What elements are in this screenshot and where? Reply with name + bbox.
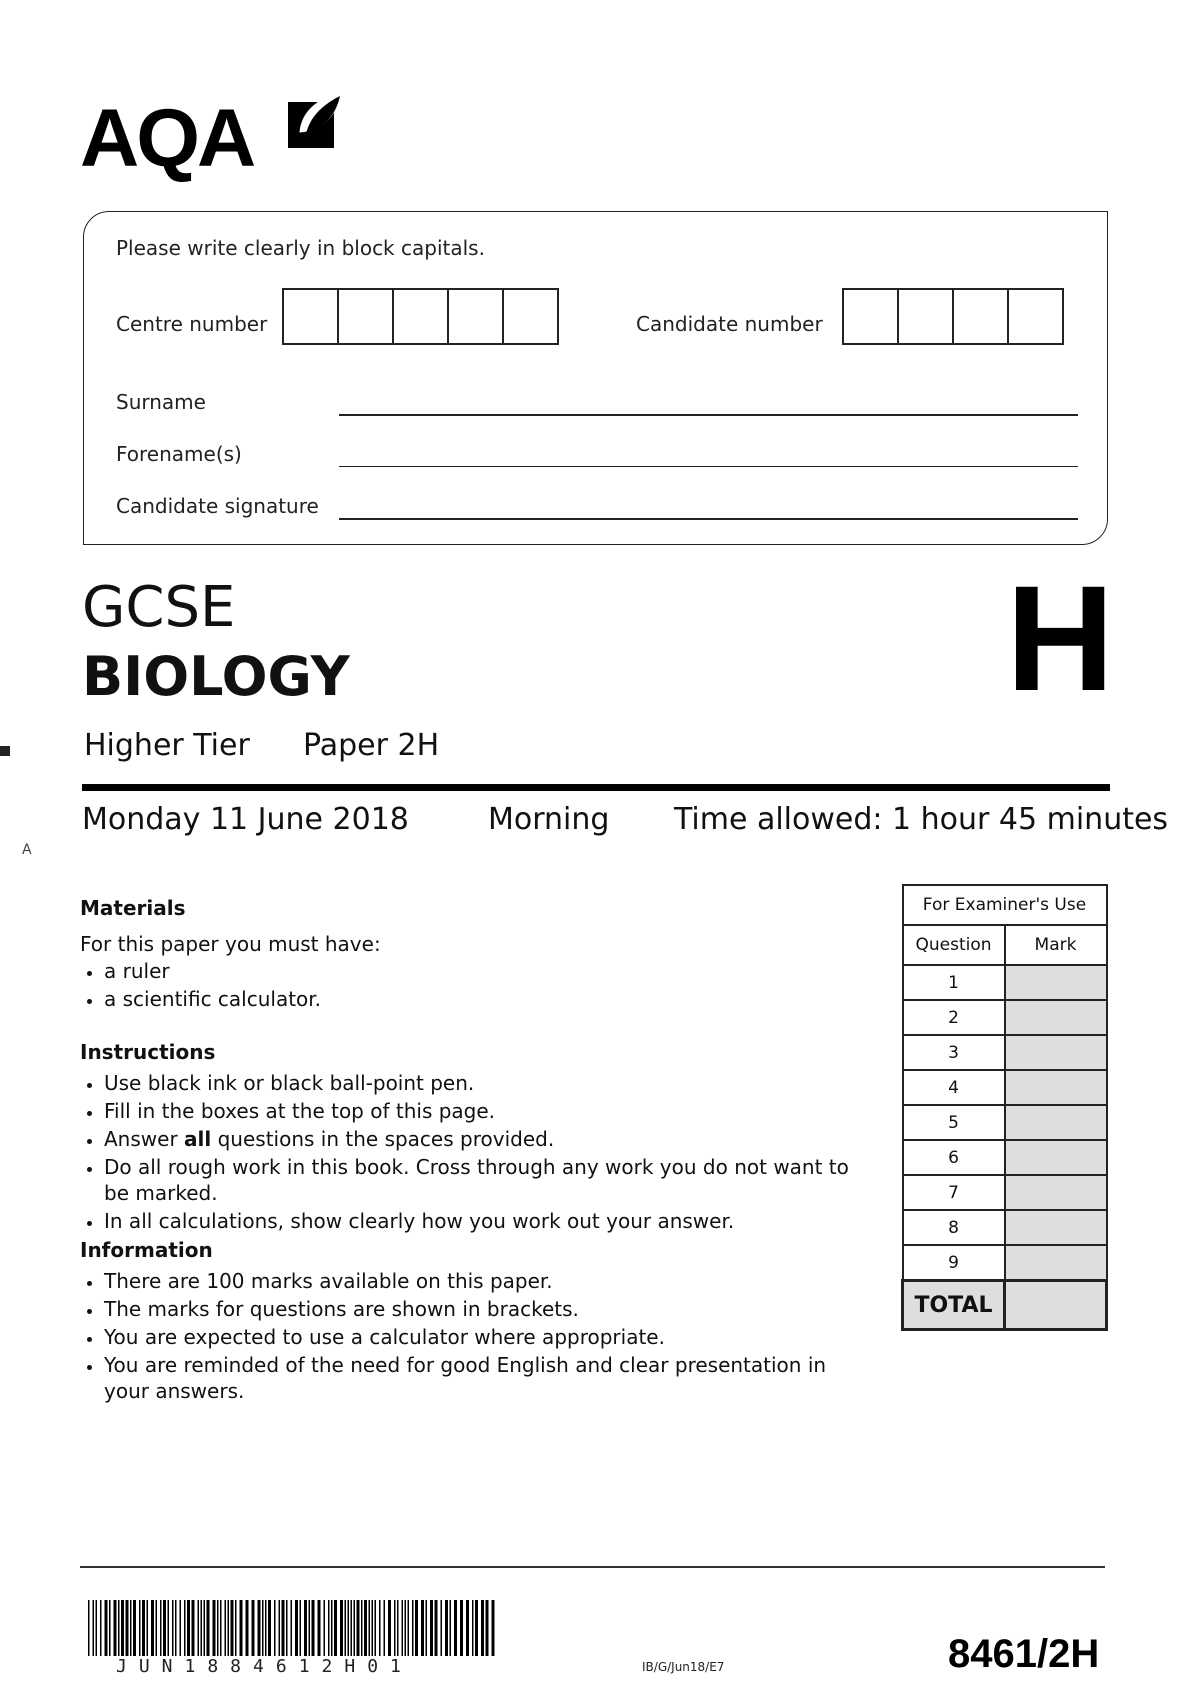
total-mark-cell[interactable]: [1005, 1281, 1107, 1330]
centre-digit-box[interactable]: [392, 288, 449, 345]
information-item: • You are expected to use a calculator where appropriate.: [104, 1324, 860, 1350]
answer-prefix: Answer: [104, 1127, 178, 1151]
barcode-bar: [147, 1600, 149, 1656]
title-divider: [82, 784, 1110, 791]
centre-digit-box[interactable]: [282, 288, 339, 345]
barcode-bar: [435, 1600, 438, 1656]
exam-session: Morning: [488, 802, 610, 837]
barcode-bar: [240, 1600, 243, 1656]
barcode-bar: [466, 1600, 469, 1656]
information-item: • You are reminded of the need for good English and clear presentation in your answers.: [104, 1352, 860, 1404]
forenames-label: Forename(s): [116, 442, 242, 466]
barcode-bar: [426, 1600, 428, 1656]
question-number: 4: [903, 1070, 1005, 1105]
question-number: 9: [903, 1245, 1005, 1281]
registration-mark: [0, 746, 10, 756]
question-column-header: Question: [903, 925, 1005, 965]
barcode-bar: [312, 1600, 315, 1656]
barcode-bar: [207, 1600, 210, 1656]
barcode-bar: [318, 1600, 321, 1656]
barcode-bar: [331, 1600, 333, 1656]
instruction-item: • Fill in the boxes at the top of this page.: [104, 1098, 860, 1124]
surname-field[interactable]: [339, 414, 1078, 416]
logo-text: AQA: [80, 93, 254, 184]
barcode-bar: [279, 1600, 281, 1656]
paper-label: Paper 2H: [303, 728, 440, 763]
barcode-bar: [192, 1600, 195, 1656]
information-item: • There are 100 marks available on this paper.: [104, 1268, 860, 1294]
materials-heading: Materials: [80, 896, 186, 920]
answer-emphasis: all: [184, 1127, 212, 1151]
barcode-bar: [217, 1600, 219, 1656]
barcode-bar: [118, 1600, 120, 1656]
barcode-bar: [445, 1600, 448, 1656]
materials-item: • a ruler: [104, 958, 860, 984]
tier-letter: H: [1006, 554, 1115, 722]
table-row: [903, 1070, 1107, 1105]
barcode-bar: [430, 1600, 433, 1656]
footer-divider: [80, 1566, 1105, 1568]
barcode-bar: [340, 1600, 343, 1656]
barcode-bar: [160, 1600, 162, 1656]
paper-code: 8461/2H: [948, 1632, 1100, 1676]
instructions-section: [80, 1040, 860, 1236]
barcode-bar: [361, 1600, 363, 1656]
leaf-icon: [286, 90, 344, 148]
barcode-bar: [394, 1600, 396, 1656]
document-reference: IB/G/Jun18/E7: [642, 1660, 725, 1674]
barcode-bar: [262, 1600, 264, 1656]
barcode-bar: [201, 1600, 203, 1656]
barcode-bar: [156, 1600, 158, 1656]
candidate-number-boxes: [844, 288, 1064, 345]
candidate-digit-box[interactable]: [842, 288, 899, 345]
table-row: [903, 1175, 1107, 1210]
question-number: 2: [903, 1000, 1005, 1035]
answer-rest: questions in the spaces provided.: [217, 1127, 555, 1151]
centre-digit-box[interactable]: [337, 288, 394, 345]
barcode-bar: [388, 1600, 391, 1656]
signature-label: Candidate signature: [116, 494, 319, 518]
barcode-bar: [268, 1600, 271, 1656]
barcode-bar: [397, 1600, 399, 1656]
barcode-bar: [231, 1600, 234, 1656]
barcode-bar: [412, 1600, 414, 1656]
side-letter: A: [22, 842, 32, 858]
instructions-heading: Instructions: [80, 1040, 216, 1064]
barcode-bar: [184, 1600, 186, 1656]
table-row: [903, 1035, 1107, 1070]
barcode-bar: [286, 1600, 288, 1656]
block-capitals-instruction: Please write clearly in block capitals.: [116, 236, 485, 260]
barcode-bar: [187, 1600, 190, 1656]
barcode-bar: [291, 1600, 293, 1656]
subject-title: BIOLOGY: [82, 645, 350, 708]
barcode-bar: [265, 1600, 267, 1656]
mark-cell[interactable]: [1005, 1070, 1107, 1105]
instruction-item: • Do all rough work in this book. Cross through any work you do not want to be marked.: [104, 1154, 860, 1206]
barcode-bar: [324, 1600, 326, 1656]
mark-cell[interactable]: [1005, 965, 1107, 1000]
barcode-bar: [454, 1600, 457, 1656]
barcode-bar: [93, 1600, 95, 1656]
barcode-bar: [130, 1600, 132, 1656]
barcode-bar: [142, 1600, 145, 1656]
table-row: [903, 1281, 1107, 1330]
barcode-bar: [96, 1600, 98, 1656]
barcode-bar: [163, 1600, 166, 1656]
barcode-bar: [100, 1600, 102, 1656]
mark-cell[interactable]: [1005, 1210, 1107, 1245]
barcode-bar: [334, 1600, 337, 1656]
candidate-number-label: Candidate number: [636, 312, 823, 336]
mark-column-header: Mark: [1005, 925, 1107, 965]
barcode-bar: [405, 1600, 407, 1656]
barcode-bar: [492, 1600, 495, 1656]
centre-number-label: Centre number: [116, 312, 268, 336]
barcode-bar: [357, 1600, 360, 1656]
barcode-bar: [450, 1600, 452, 1656]
tier-label: Higher Tier: [84, 728, 250, 763]
barcode-bar: [415, 1600, 418, 1656]
barcode-bar: [213, 1600, 216, 1656]
barcode-bar: [282, 1600, 285, 1656]
materials-intro: For this paper you must have:: [80, 932, 381, 956]
barcode-bar: [384, 1600, 386, 1656]
barcode-bar: [225, 1600, 227, 1656]
barcode-bar: [228, 1600, 230, 1656]
centre-digit-box[interactable]: [502, 288, 559, 345]
question-number: 6: [903, 1140, 1005, 1175]
barcode-bar: [304, 1600, 307, 1656]
barcode-bar: [151, 1600, 154, 1656]
barcode-bar: [105, 1600, 108, 1656]
barcode-bar: [348, 1600, 350, 1656]
examiner-use-table: [901, 884, 1108, 1331]
barcode-bar: [252, 1600, 255, 1656]
barcode-bar: [421, 1600, 424, 1656]
mark-cell[interactable]: [1005, 1000, 1107, 1035]
table-row: [903, 1105, 1107, 1140]
barcode-bar: [168, 1600, 170, 1656]
barcode-bar: [246, 1600, 249, 1656]
barcode-bar: [372, 1600, 374, 1656]
mark-cell[interactable]: [1005, 1035, 1107, 1070]
exam-date: Monday 11 June 2018: [82, 802, 409, 837]
examiner-use-title: For Examiner's Use: [903, 885, 1107, 925]
barcode-bar: [402, 1600, 404, 1656]
barcode-bar: [295, 1600, 298, 1656]
surname-label: Surname: [116, 390, 206, 414]
barcode-bar: [472, 1600, 474, 1656]
aqa-logo: [80, 90, 350, 190]
barcode-bar: [486, 1600, 489, 1656]
question-number: 7: [903, 1175, 1005, 1210]
barcode-bar: [345, 1600, 347, 1656]
candidate-digit-box[interactable]: [897, 288, 954, 345]
barcode-bar: [198, 1600, 200, 1656]
time-allowed: Time allowed: 1 hour 45 minutes: [674, 802, 1169, 837]
information-section: [80, 1238, 860, 1406]
table-row: [903, 1140, 1107, 1175]
centre-digit-box[interactable]: [447, 288, 504, 345]
question-number: 8: [903, 1210, 1005, 1245]
instruction-item: • In all calculations, show clearly how you work out your answer.: [104, 1208, 860, 1234]
question-number: 3: [903, 1035, 1005, 1070]
forenames-field[interactable]: [339, 466, 1078, 467]
barcode-bar: [204, 1600, 206, 1656]
barcode-bar: [220, 1600, 222, 1656]
barcode-bar: [351, 1600, 353, 1656]
barcode-bar: [328, 1600, 330, 1656]
table-row: [903, 1245, 1107, 1281]
barcode-bar: [364, 1600, 367, 1656]
signature-field[interactable]: [339, 518, 1078, 520]
barcode-bar: [408, 1600, 410, 1656]
barcode-bar: [114, 1600, 117, 1656]
mark-cell[interactable]: [1005, 1140, 1107, 1175]
barcode-bar: [133, 1600, 136, 1656]
barcode-bar: [441, 1600, 443, 1656]
barcode-bar: [172, 1600, 174, 1656]
instruction-item: • Use black ink or black ball-point pen.: [104, 1070, 860, 1096]
barcode-bar: [258, 1600, 261, 1656]
mark-cell[interactable]: [1005, 1245, 1107, 1281]
barcode-bar: [375, 1600, 377, 1656]
mark-cell[interactable]: [1005, 1105, 1107, 1140]
barcode-bar: [369, 1600, 371, 1656]
table-row: [903, 1210, 1107, 1245]
barcode-bar: [180, 1600, 182, 1656]
barcode-bar: [475, 1600, 478, 1656]
table-row: [903, 965, 1107, 1000]
candidate-digit-box[interactable]: [952, 288, 1009, 345]
barcode-bar: [354, 1600, 356, 1656]
candidate-digit-box[interactable]: [1007, 288, 1064, 345]
barcode-bar: [481, 1600, 484, 1656]
barcode-bar: [126, 1600, 129, 1656]
barcode-bar: [309, 1600, 311, 1656]
materials-item: • a scientific calculator.: [104, 986, 860, 1012]
instruction-item: [104, 1126, 860, 1152]
barcode-bar: [235, 1600, 237, 1656]
barcode-number: JUN1884612H01: [116, 1656, 413, 1677]
mark-cell[interactable]: [1005, 1175, 1107, 1210]
table-row: [903, 1000, 1107, 1035]
barcode-bar: [274, 1600, 276, 1656]
question-number: 1: [903, 965, 1005, 1000]
barcode: [88, 1600, 498, 1656]
information-heading: Information: [80, 1238, 213, 1262]
question-number: 5: [903, 1105, 1005, 1140]
barcode-bar: [139, 1600, 141, 1656]
total-label: TOTAL: [903, 1281, 1005, 1330]
centre-number-boxes: [284, 288, 559, 345]
materials-section: [80, 896, 860, 1014]
barcode-bar: [379, 1600, 381, 1656]
barcode-bar: [460, 1600, 463, 1656]
qualification-title: GCSE: [82, 575, 236, 640]
information-item: • The marks for questions are shown in brackets.: [104, 1296, 860, 1322]
barcode-bar: [300, 1600, 302, 1656]
barcode-bar: [121, 1600, 124, 1656]
barcode-bar: [175, 1600, 177, 1656]
barcode-bar: [109, 1600, 111, 1656]
barcode-bar: [88, 1600, 90, 1656]
